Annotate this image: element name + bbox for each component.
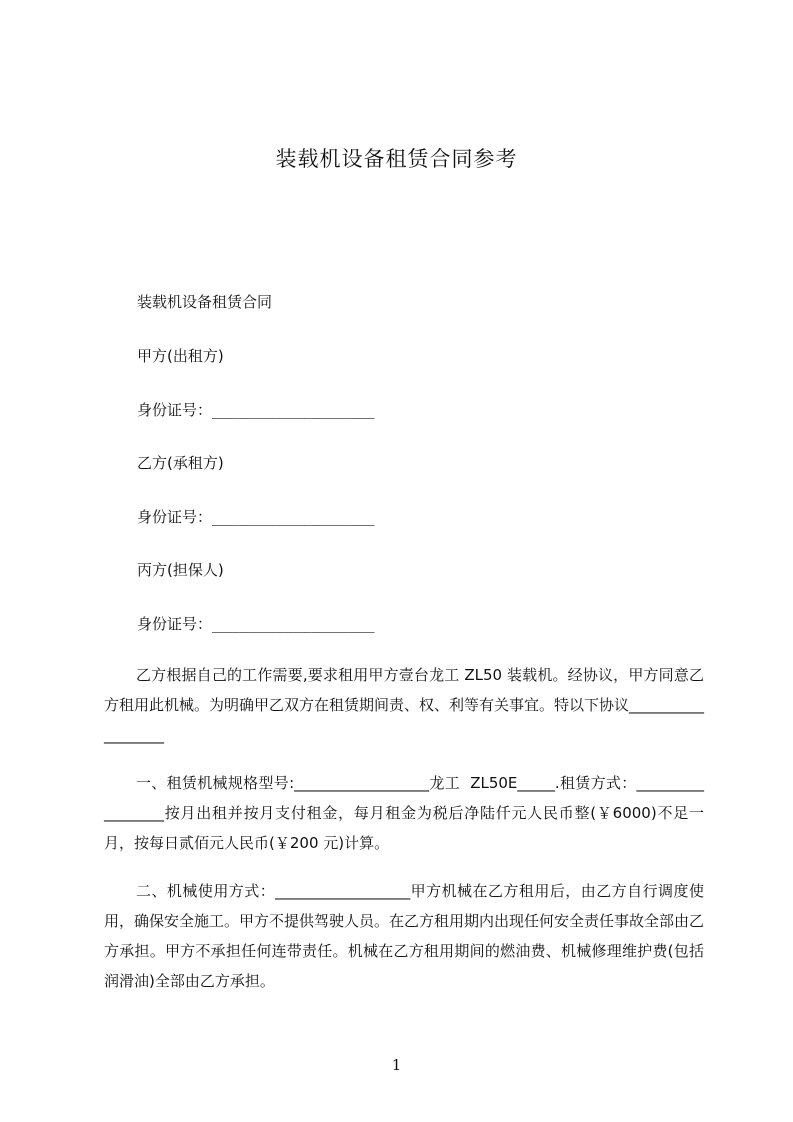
party-c-label: 丙方(担保人) <box>137 561 224 579</box>
party-b-id-field: 身份证号：__________________ <box>137 508 375 526</box>
party-a-id-field: 身份证号：__________________ <box>137 401 375 419</box>
party-a-label: 甲方(出租方) <box>137 347 224 365</box>
intro-paragraph: 乙方根据自己的工作需要,要求租用甲方壹台龙工 ZL50 装载机。经协议，甲方同意乙方租用此机械。为明确甲乙双方在租赁期间责、权、利等有关事宜。特以下协议__________________ <box>104 666 705 744</box>
clause-1-paragraph: 一、租赁机械规格型号:__________________龙工 ZL50E_____.租赁方式：_________________按月出租并按月支付租金，每月租金为税后净陆仟元人民币整(￥6000)不足一月，按每日贰佰元人民币(￥200 元)计算。 <box>104 774 704 852</box>
contract-name: 装载机设备租赁合同 <box>137 293 273 311</box>
party-b-label: 乙方(承租方) <box>137 454 224 472</box>
document-title: 装载机设备租赁合同参考 <box>275 147 518 171</box>
clause-2-paragraph: 二、机械使用方式：__________________甲方机械在乙方租用后，由乙方自行调度使用，确保安全施工。甲方不提供驾驶人员。在乙方租用期内出现任何安全责任事故全部由乙方承担。甲方不承担任何连带责任。机械在乙方租用期间的燃油费、机械修理维护费(包括润滑油)全部由乙方承担。 <box>104 882 705 990</box>
page-number: 1 <box>391 1056 402 1074</box>
party-c-id-field: 身份证号：__________________ <box>137 615 375 633</box>
